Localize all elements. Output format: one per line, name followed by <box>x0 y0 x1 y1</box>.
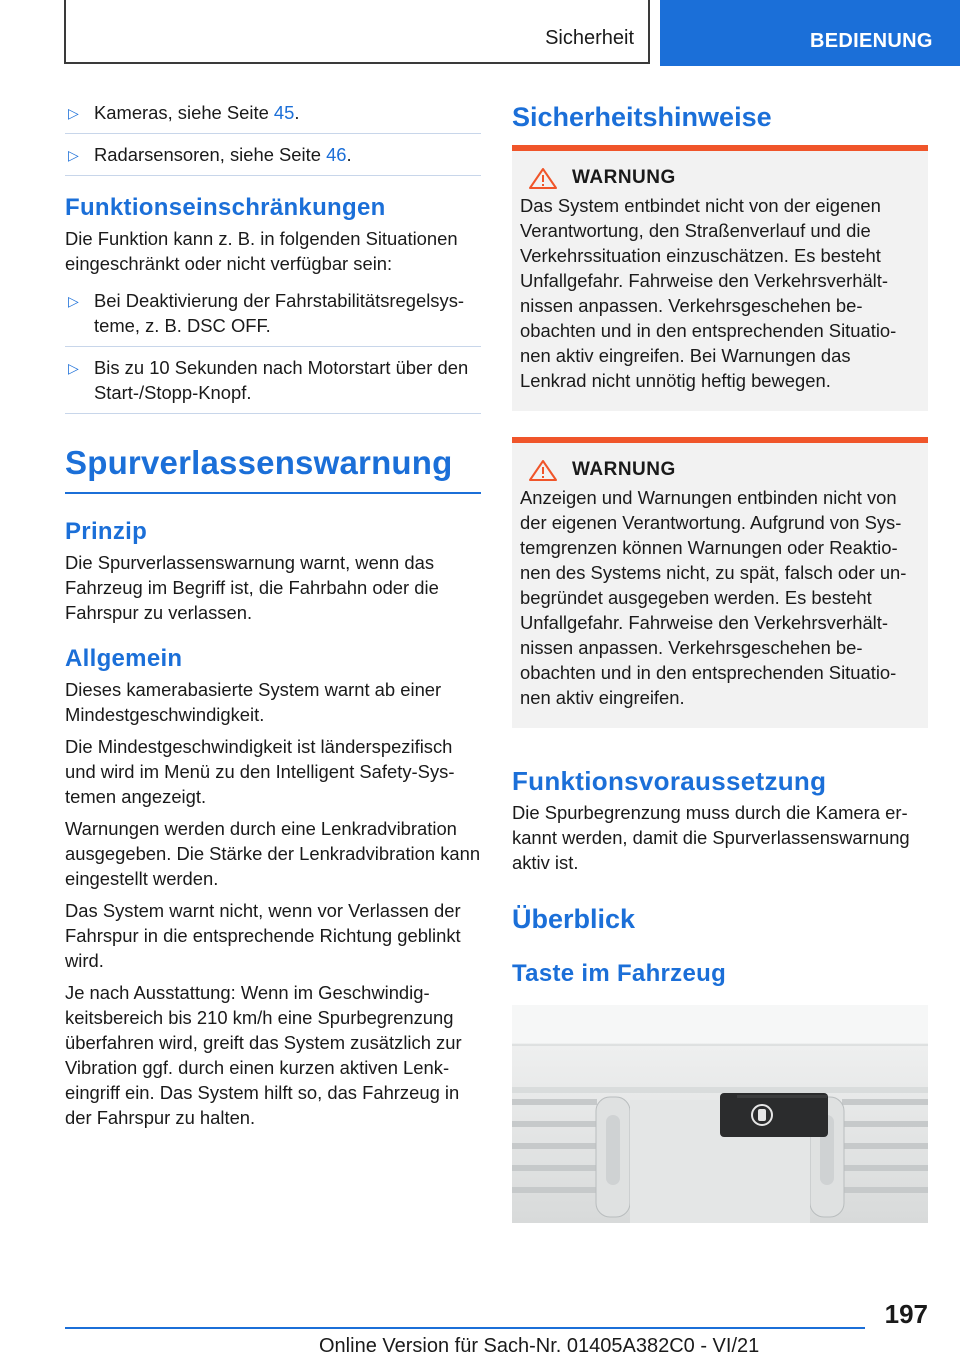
limits-list <box>65 280 481 414</box>
triangle-bullet-icon: ▷ <box>68 147 79 163</box>
page-link[interactable]: 46 <box>326 144 347 165</box>
general-paragraph: Das System warnt nicht, wenn vor Verlassen der Fahrspur in die entsprechende Richtung geblinkt wird. <box>65 900 461 971</box>
general-paragraph: Dieses kamerabasierte System warnt ab einer Mindestgeschwindigkeit. <box>65 679 442 725</box>
warning-text: Anzeigen und Warnungen entbinden nicht von der eigenen Verantwortung. Aufgrund von Systemgrenzen können Warnungen oder Reaktionen des Systems nicht, zu spät, falsch oder unbegründet ausgegeben werden. Es besteht Unfallgefahr. Fahrweise den Verkehrsverhältnissen anpassen. Verkehrsgeschehen beobachten und in den entsprechenden Situationen aktiv eingreifen. <box>520 487 907 708</box>
prereq-section <box>512 766 928 875</box>
list-item: ▷ Bis zu 10 Sekunden nach Motorstart über den Start-/Stopp-Knopf. <box>65 347 481 414</box>
warning-triangle-icon <box>528 459 558 481</box>
principle-text: Die Spurverlassenswarnung warnt, wenn das Fahrzeug im Begriff ist, die Fahrbahn oder die Fahrspur zu verlassen. <box>65 552 439 623</box>
main-heading: Spurverlassenswarnung <box>65 444 453 481</box>
warning-box <box>512 145 928 411</box>
prereq-heading: Funktionsvoraussetzung <box>512 766 827 796</box>
header-section-title: Sicherheit <box>545 27 634 49</box>
safety-heading: Sicherheitshinweise <box>512 102 772 132</box>
triangle-bullet-icon: ▷ <box>68 293 79 309</box>
warning-text: Das System entbindet nicht von der eigenen Verantwortung, den Straßenverlauf und die Verkehrssituation einzuschätzen. Es besteht Unfallgefahr. Fahrweise den Verkehrsverhältnissen anpassen. Verkehrsgeschehen beobachten und in den entsprechenden Situationen aktiv eingreifen. Bei Warnungen das Lenkrad nicht unnötig heftig bewegen. <box>520 195 897 391</box>
limits-intro: Die Funktion kann z. B. in folgenden Situationen eingeschränkt oder nicht verfügbar sein: <box>65 228 458 274</box>
footer-note: Online Version für Sach-Nr. 01405A382C0 - VI/21 <box>319 1335 760 1357</box>
button-heading: Taste im Fahrzeug <box>512 960 727 987</box>
sensor-list <box>65 96 481 176</box>
general-paragraph: Warnungen werden durch eine Lenkradvibration ausgegeben. Die Stärke der Lenkradvibration kann eingestellt werden. <box>65 818 481 889</box>
footer-rule <box>65 1327 865 1329</box>
vehicle-button-image <box>512 1005 928 1223</box>
page-number: 197 <box>884 1299 928 1329</box>
general-heading: Allgemein <box>65 645 183 672</box>
warning-header <box>528 459 920 481</box>
header-chapter-title: BEDIENUNG <box>810 30 933 52</box>
overview-heading: Überblick <box>512 904 636 934</box>
prereq-text: Die Spurbegrenzung muss durch die Kamera erkannt werden, damit die Spurverlassenswarnung aktiv ist. <box>512 802 910 873</box>
header-chapter-tab <box>660 0 960 66</box>
left-column <box>65 96 481 1130</box>
dashboard-illustration <box>512 1005 928 1223</box>
warning-title: WARNUNG <box>572 167 676 188</box>
warning-header <box>528 167 920 189</box>
list-item: ▷ Radarsensoren, siehe Seite 46. <box>65 134 481 176</box>
general-paragraph: Je nach Ausstattung: Wenn im Geschwindigkeitsbereich bis 210 km/h eine Spurbegrenzung überfahren wird, greift das System zusätzlich zur Vibration ggf. durch einen kurzen aktiven Lenkeingriff ein. Das System hilft so, das Fahrzeug in der Fahrspur zu halten. <box>65 982 462 1128</box>
list-item: ▷ Bei Deaktivierung der Fahrstabilitätsregelsysteme, z. B. DSC OFF. <box>65 280 481 347</box>
list-item: ▷ Kameras, siehe Seite 45. <box>65 96 481 134</box>
warning-triangle-icon <box>528 167 558 189</box>
limits-heading: Funktionseinschränkungen <box>65 194 386 221</box>
triangle-bullet-icon: ▷ <box>68 360 79 376</box>
triangle-bullet-icon: ▷ <box>68 105 79 121</box>
header-section-box <box>64 0 650 64</box>
page-link[interactable]: 45 <box>273 102 295 123</box>
principle-heading: Prinzip <box>65 518 148 545</box>
main-heading-rule <box>65 492 481 494</box>
warning-title: WARNUNG <box>572 459 676 480</box>
general-paragraph: Die Mindestgeschwindigkeit ist länderspezifisch und wird im Menü zu den Intelligent Safety-Systemen angezeigt. <box>65 736 455 807</box>
warning-box <box>512 437 928 728</box>
